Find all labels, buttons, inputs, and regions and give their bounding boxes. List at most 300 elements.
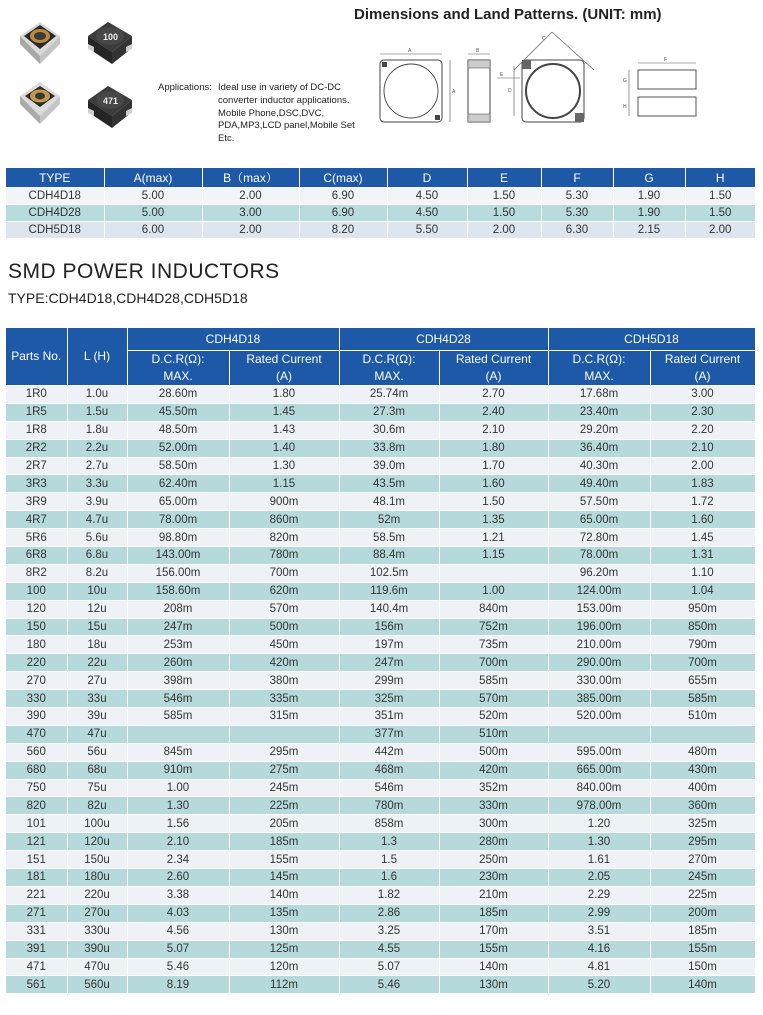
dcr-cell: 36.40m [548,439,650,457]
col-b: B（max） [202,168,299,188]
rated-current-cell: 520m [439,708,548,726]
part-number-cell: 150 [6,618,67,636]
col-d: D [387,168,467,188]
dcr-cell: 260m [127,654,229,672]
table-row [6,403,755,421]
rated-current-cell: 245m [229,779,339,797]
rated-current-cell: 275m [229,761,339,779]
dcr-cell: 102.5m [339,564,439,582]
dcr-cell: 4.81 [548,958,650,976]
dcr-cell: 1.61 [548,851,650,869]
rated-current-cell: 2.70 [439,386,548,404]
part-number-cell: 180 [6,636,67,654]
inductance-cell: 120u [67,833,127,851]
dcr-cell: 1.20 [548,815,650,833]
dcr-cell: 978.00m [548,797,650,815]
rated-current-cell: 950m [650,600,755,618]
dimension-row [6,188,755,205]
group-cdh4d28: CDH4D28 [339,328,548,351]
dcr-cell: 96.20m [548,564,650,582]
dcr-cell: 2.99 [548,904,650,922]
applications-text: Ideal use in variety of DC-DC converter inductor applications. Mobile Phone,DSC,DVC, PDA,MP3,LCD panel,Mobile Set Etc. [218,82,355,145]
table-row [6,922,755,940]
rated-current-cell: 300m [439,815,548,833]
inductance-cell: 330u [67,922,127,940]
part-number-cell: 1R0 [6,386,67,404]
table-row [6,654,755,672]
dcr-cell: 5.46 [339,976,439,993]
rated-current-cell: 790m [650,636,755,654]
table-row [6,904,755,922]
rated-current-cell: 150m [650,958,755,976]
dcr-cell: 3.38 [127,886,229,904]
rated-current-cell [439,564,548,582]
rated-current-cell: 430m [650,761,755,779]
dcr-cell: 156m [339,618,439,636]
dcr-cell: 88.4m [339,547,439,565]
table-row [6,797,755,815]
rated-current-cell: 700m [229,564,339,582]
rated-current-cell: 140m [439,958,548,976]
rated-current-cell: 1.70 [439,457,548,475]
rated-current-cell: 900m [229,493,339,511]
part-number-cell: 391 [6,940,67,958]
label-a: A [408,48,412,54]
top-view-drawing [380,48,456,122]
rated-current-cell: 330m [439,797,548,815]
dcr-cell: 5.07 [127,940,229,958]
dimension-cell: 2.00 [467,222,541,239]
dcr-cell: 858m [339,815,439,833]
table-row [6,940,755,958]
rated-current-cell: 2.30 [650,403,755,421]
table-row [6,690,755,708]
col-h: H [685,168,755,188]
part-number-cell: 5R6 [6,529,67,547]
dimension-cell: 1.50 [467,188,541,205]
dcr-cell: 351m [339,708,439,726]
rated-current-cell: 570m [439,690,548,708]
parts-no-header: Parts No. [6,328,67,386]
inductance-cell: 33u [67,690,127,708]
inductance-cell: 47u [67,725,127,743]
product-photos [14,14,134,134]
dcr-cell: 72.80m [548,529,650,547]
inductance-cell: 3.9u [67,493,127,511]
label-b: B [476,48,480,54]
rated-current-cell: 820m [229,529,339,547]
dcr-cell: 78.00m [548,547,650,565]
inductance-cell: 56u [67,743,127,761]
part-number-cell: 181 [6,869,67,887]
type-cell: CDH4D18 [6,188,104,205]
rated-current-cell: 780m [229,547,339,565]
inductance-cell: 68u [67,761,127,779]
table-row [6,457,755,475]
rated-current-cell: 1.50 [439,493,548,511]
type-cell: CDH4D28 [6,205,104,222]
dimension-cell: 5.30 [541,205,613,222]
inductance-cell: 470u [67,958,127,976]
col-e: E [467,168,541,188]
inductance-cell: 4.7u [67,511,127,529]
part-number-cell: 471 [6,958,67,976]
dcr-cell: 158.60m [127,582,229,600]
dimension-cell: 2.15 [613,222,685,239]
table-row [6,761,755,779]
dcr-cell: 153.00m [548,600,650,618]
inductance-cell: 18u [67,636,127,654]
dcr-cell: 780m [339,797,439,815]
rated-current-cell: 155m [439,940,548,958]
dcr-cell: 140.4m [339,600,439,618]
inductance-cell: 6.8u [67,547,127,565]
dimension-cell: 5.00 [104,188,202,205]
dcr-cell: 546m [339,779,439,797]
part-number-cell: 220 [6,654,67,672]
dcr-cell: 57.50m [548,493,650,511]
part-number-cell: 820 [6,797,67,815]
rated-current-cell: 225m [650,886,755,904]
table-row [6,743,755,761]
dcr-cell: 210.00m [548,636,650,654]
rated-current-cell: 585m [650,690,755,708]
dcr-cell: 4.16 [548,940,650,958]
rated-current-cell: 620m [229,582,339,600]
dcr-cell: 2.05 [548,869,650,887]
dcr-cell: 247m [339,654,439,672]
table-row [6,511,755,529]
inductance-cell: 1.5u [67,403,127,421]
group-header-row [6,328,755,351]
rated-current-cell: 700m [650,654,755,672]
part-number-cell: 221 [6,886,67,904]
dcr-cell [127,725,229,743]
dcr-cell: 29.20m [548,421,650,439]
part-number-cell: 2R7 [6,457,67,475]
dimensions-heading: Dimensions and Land Patterns. (UNIT: mm) [354,6,662,23]
table-row [6,958,755,976]
rated-current-cell: 352m [439,779,548,797]
rated-current-cell: 140m [650,976,755,993]
table-row [6,386,755,404]
rated-current-header: Rated Current (A) [439,351,548,386]
dcr-cell: 5.46 [127,958,229,976]
dcr-cell: 1.82 [339,886,439,904]
group-cdh5d18: CDH5D18 [548,328,755,351]
rated-current-cell: 185m [229,833,339,851]
rated-current-cell: 120m [229,958,339,976]
rated-current-cell: 155m [650,940,755,958]
dcr-cell: 2.29 [548,886,650,904]
table-row [6,600,755,618]
rated-current-cell: 420m [439,761,548,779]
inductor-photo-1 [14,16,66,68]
dcr-cell: 156.00m [127,564,229,582]
part-number-cell: 4R7 [6,511,67,529]
inductance-cell: 390u [67,940,127,958]
dimension-cell: 4.50 [387,205,467,222]
table-row [6,976,755,993]
dimension-row [6,205,755,222]
table-row [6,886,755,904]
dcr-cell: 2.60 [127,869,229,887]
part-number-cell: 101 [6,815,67,833]
dcr-cell: 58.50m [127,457,229,475]
rated-current-header: Rated Current (A) [229,351,339,386]
rated-current-cell: 1.15 [439,547,548,565]
label-d: D [508,88,512,94]
rated-current-cell: 315m [229,708,339,726]
rated-current-cell: 200m [650,904,755,922]
dcr-cell [548,725,650,743]
inductance-cell: 27u [67,672,127,690]
rated-current-cell: 145m [229,869,339,887]
part-number-cell: 120 [6,600,67,618]
inductor-photo-3 [14,76,66,128]
table-row [6,869,755,887]
table-row [6,708,755,726]
photo-marking-100: 100 [103,32,119,42]
rated-current-cell: 2.40 [439,403,548,421]
applications-label: Applications: [158,82,212,93]
dcr-cell: 247m [127,618,229,636]
rated-current-cell: 205m [229,815,339,833]
rated-current-cell: 325m [650,815,755,833]
table-row [6,851,755,869]
inductor-photo-2 [84,14,136,70]
inductor-photo-4 [84,78,136,134]
dcr-cell: 48.1m [339,493,439,511]
rated-current-cell: 1.72 [650,493,755,511]
table-row [6,815,755,833]
rated-current-cell: 585m [439,672,548,690]
dimension-cell: 5.00 [104,205,202,222]
dcr-cell: 33.8m [339,439,439,457]
rated-current-cell: 360m [650,797,755,815]
dcr-cell: 468m [339,761,439,779]
page-subtitle: TYPE:CDH4D18,CDH4D28,CDH5D18 [8,290,248,306]
label-h: H [623,104,627,110]
land-pattern-drawing [623,57,696,116]
rated-current-cell: 2.00 [650,457,755,475]
dcr-cell: 3.51 [548,922,650,940]
rated-current-cell: 735m [439,636,548,654]
dcr-cell: 58.5m [339,529,439,547]
dimension-cell: 1.50 [685,205,755,222]
rated-current-cell: 450m [229,636,339,654]
part-number-cell: 680 [6,761,67,779]
rated-current-cell: 112m [229,976,339,993]
dcr-cell: 196.00m [548,618,650,636]
part-number-cell: 390 [6,708,67,726]
rated-current-cell: 570m [229,600,339,618]
dcr-cell: 845m [127,743,229,761]
part-number-cell: 100 [6,582,67,600]
part-number-cell: 270 [6,672,67,690]
dcr-cell: 52m [339,511,439,529]
dcr-cell: 1.30 [548,833,650,851]
rated-current-cell: 480m [650,743,755,761]
table-row [6,672,755,690]
rated-current-cell: 130m [229,922,339,940]
rated-current-cell: 510m [650,708,755,726]
dcr-cell: 442m [339,743,439,761]
table-row [6,564,755,582]
inductance-cell: 5.6u [67,529,127,547]
dcr-cell: 43.5m [339,475,439,493]
part-number-cell: 560 [6,743,67,761]
dcr-cell: 2.10 [127,833,229,851]
rated-current-cell: 245m [650,869,755,887]
rated-current-cell: 1.35 [439,511,548,529]
dcr-cell: 1.56 [127,815,229,833]
inductance-cell: 150u [67,851,127,869]
table-row [6,529,755,547]
dimension-cell: 3.00 [202,205,299,222]
inductance-cell: 8.2u [67,564,127,582]
dcr-cell: 398m [127,672,229,690]
rated-current-cell: 1.04 [650,582,755,600]
dcr-cell: 23.40m [548,403,650,421]
inductance-cell: 180u [67,869,127,887]
rated-current-cell: 2.10 [650,439,755,457]
dimension-drawings [372,30,702,140]
dcr-cell: 665.00m [548,761,650,779]
dcr-cell: 325m [339,690,439,708]
rated-current-cell: 1.45 [650,529,755,547]
type-cell: CDH5D18 [6,222,104,239]
rated-current-header: Rated Current (A) [650,351,755,386]
photo-marking-471: 471 [103,96,119,106]
dcr-cell: 3.25 [339,922,439,940]
part-number-cell: 1R8 [6,421,67,439]
inductance-header: L (H) [67,328,127,386]
dcr-cell: 52.00m [127,439,229,457]
col-g: G [613,168,685,188]
rated-current-cell: 860m [229,511,339,529]
rated-current-cell: 1.80 [439,439,548,457]
dcr-cell: 1.3 [339,833,439,851]
rated-current-cell: 655m [650,672,755,690]
dcr-cell: 595.00m [548,743,650,761]
dcr-cell: 585m [127,708,229,726]
rated-current-cell: 510m [439,725,548,743]
inductance-cell: 220u [67,886,127,904]
table-row [6,421,755,439]
dimension-cell: 1.90 [613,188,685,205]
dimension-cell: 6.00 [104,222,202,239]
rated-current-cell: 1.21 [439,529,548,547]
rated-current-cell: 1.80 [229,386,339,404]
rated-current-cell: 700m [439,654,548,672]
dcr-cell: 39.0m [339,457,439,475]
inductance-cell: 2.2u [67,439,127,457]
rated-current-cell: 500m [229,618,339,636]
dcr-cell: 28.60m [127,386,229,404]
dcr-cell: 2.34 [127,851,229,869]
dcr-cell: 840.00m [548,779,650,797]
dcr-cell: 197m [339,636,439,654]
part-number-cell: 750 [6,779,67,797]
inductance-cell: 15u [67,618,127,636]
label-a-side: A [452,89,456,95]
label-e: E [500,72,504,78]
table-row [6,725,755,743]
dcr-cell: 290.00m [548,654,650,672]
dcr-cell: 27.3m [339,403,439,421]
part-number-cell: 3R3 [6,475,67,493]
rated-current-cell: 155m [229,851,339,869]
inductance-cell: 12u [67,600,127,618]
part-number-cell: 151 [6,851,67,869]
dcr-cell: 65.00m [548,511,650,529]
rated-current-cell: 400m [650,779,755,797]
dcr-cell: 1.00 [127,779,229,797]
dcr-cell: 98.80m [127,529,229,547]
dcr-cell: 17.68m [548,386,650,404]
rated-current-cell: 1.45 [229,403,339,421]
dcr-cell: 48.50m [127,421,229,439]
inductance-cell: 560u [67,976,127,993]
dcr-cell: 546m [127,690,229,708]
col-f: F [541,168,613,188]
table-row [6,636,755,654]
dimension-cell: 4.50 [387,188,467,205]
rated-current-cell: 752m [439,618,548,636]
dcr-cell: 385.00m [548,690,650,708]
inductance-cell: 22u [67,654,127,672]
dimension-cell: 2.00 [202,222,299,239]
dcr-cell: 377m [339,725,439,743]
part-number-cell: 8R2 [6,564,67,582]
dcr-cell: 8.19 [127,976,229,993]
dimension-cell: 1.90 [613,205,685,222]
rated-current-cell: 295m [229,743,339,761]
label-c: C [542,36,546,42]
inductance-cell: 3.3u [67,475,127,493]
rated-current-cell: 250m [439,851,548,869]
dcr-cell: 143.00m [127,547,229,565]
dcr-cell: 330.00m [548,672,650,690]
dcr-cell: 4.56 [127,922,229,940]
dcr-cell: 124.00m [548,582,650,600]
rated-current-cell: 210m [439,886,548,904]
rated-current-cell: 1.10 [650,564,755,582]
rated-current-cell: 230m [439,869,548,887]
rated-current-cell: 1.40 [229,439,339,457]
table-row [6,493,755,511]
inductance-cell: 1.8u [67,421,127,439]
part-number-cell: 561 [6,976,67,993]
rated-current-cell: 130m [439,976,548,993]
dcr-cell: 4.55 [339,940,439,958]
part-number-cell: 470 [6,725,67,743]
dcr-cell: 40.30m [548,457,650,475]
rated-current-cell: 1.30 [229,457,339,475]
dcr-cell: 520.00m [548,708,650,726]
rated-current-cell: 335m [229,690,339,708]
dimension-cell: 6.90 [299,205,387,222]
dcr-cell: 5.20 [548,976,650,993]
dcr-cell: 910m [127,761,229,779]
rated-current-cell: 1.60 [650,511,755,529]
table-row [6,833,755,851]
side-view-drawing [468,48,490,122]
dcr-cell: 65.00m [127,493,229,511]
part-number-cell: 331 [6,922,67,940]
rated-current-cell: 185m [650,922,755,940]
